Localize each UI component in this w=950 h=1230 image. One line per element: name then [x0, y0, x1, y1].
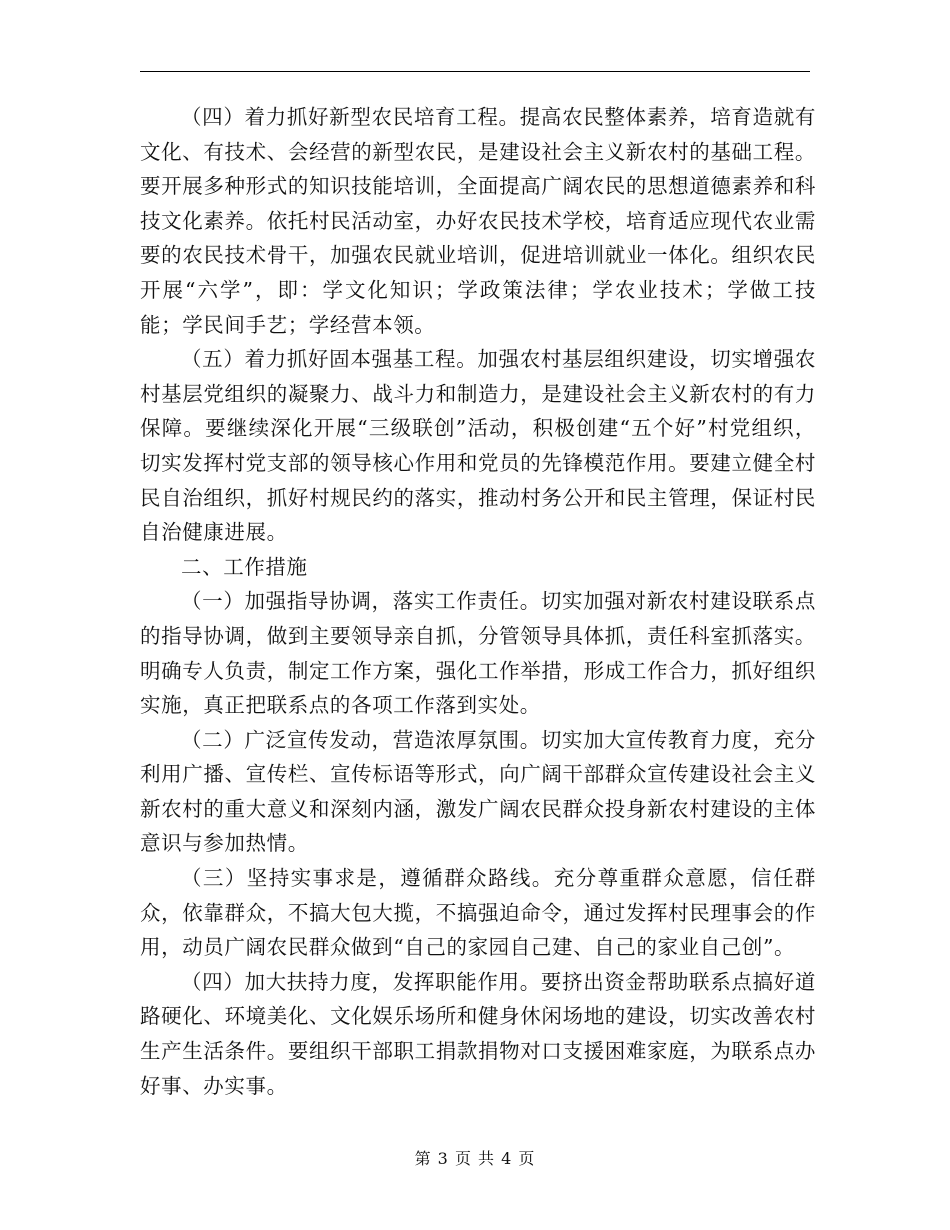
paragraph-publicity: （二）广泛宣传发动，营造浓厚氛围。切实加大宣传教育力度，充分利用广播、宣传栏、宣传标语等形式，向广阔干部群众宣传建设社会主义新农村的重大意义和深刻内涵，激发广阔农民群众投身新农村建设的主体意识与参加热情。	[140, 727, 816, 856]
footer-suffix: 页	[518, 1149, 536, 1168]
page-footer	[0, 1146, 950, 1169]
paragraph-support: （四）加大扶持力度，发挥职能作用。要挤出资金帮助联系点搞好道路硬化、环境美化、文化娱乐场所和健身休闲场地的建设，切实改善农村生产生活条件。要组织干部职工捐款捐物对口支援困难家庭，为联系点办好事、办实事。	[140, 969, 816, 1098]
footer-middle: 页 共	[454, 1149, 496, 1168]
footer-prefix: 第	[414, 1149, 432, 1168]
paragraph-training: （四）着力抓好新型农民培育工程。提高农民整体素养，培育造就有文化、有技术、会经营的新型农民，是建设社会主义新农村的基础工程。要开展多种形式的知识技能培训，全面提高广阔农民的思想道德素养和科技文化素养。依托村民活动室，办好农民技术学校，培育适应现代农业需要的农民技术骨干，加强农民就业培训，促进培训就业一体化。组织农民开展“六学”，即：学文化知识；学政策法律；学农业技术；学做工技能；学民间手艺；学经营本领。	[140, 105, 816, 337]
footer-page-total: 4	[501, 1149, 513, 1168]
section-heading-measures: 二、工作措施	[181, 554, 308, 579]
paragraph-guidance: （一）加强指导协调，落实工作责任。切实加强对新农村建设联系点的指导协调，做到主要领导亲自抓，分管领导具体抓，责任科室抓落实。明确专人负责，制定工作方案，强化工作举措，形成工作合力，抓好组织实施，真正把联系点的各项工作落到实处。	[140, 589, 816, 718]
footer-page-number: 3	[437, 1149, 449, 1168]
paragraph-foundation: （五）着力抓好固本强基工程。加强农村基层组织建设，切实增强农村基层党组织的凝聚力、战斗力和制造力，是建设社会主义新农村的有力保障。要继续深化开展“三级联创”活动，积极创建“五个好”村党组织，切实发挥村党支部的领导核心作用和党员的先锋模范作用。要建立健全村民自治组织，抓好村规民约的落实，推动村务公开和民主管理，保证村民自治健康进展。	[140, 347, 816, 545]
body-text	[140, 100, 816, 1103]
paragraph-mass-line: （三）坚持实事求是，遵循群众路线。充分尊重群众意愿，信任群众，依靠群众，不搞大包大揽，不搞强迫命令，通过发挥村民理事会的作用，动员广阔农民群众做到“自己的家园自己建、自己的家业自己创”。	[140, 866, 816, 960]
header-rule	[140, 71, 810, 72]
